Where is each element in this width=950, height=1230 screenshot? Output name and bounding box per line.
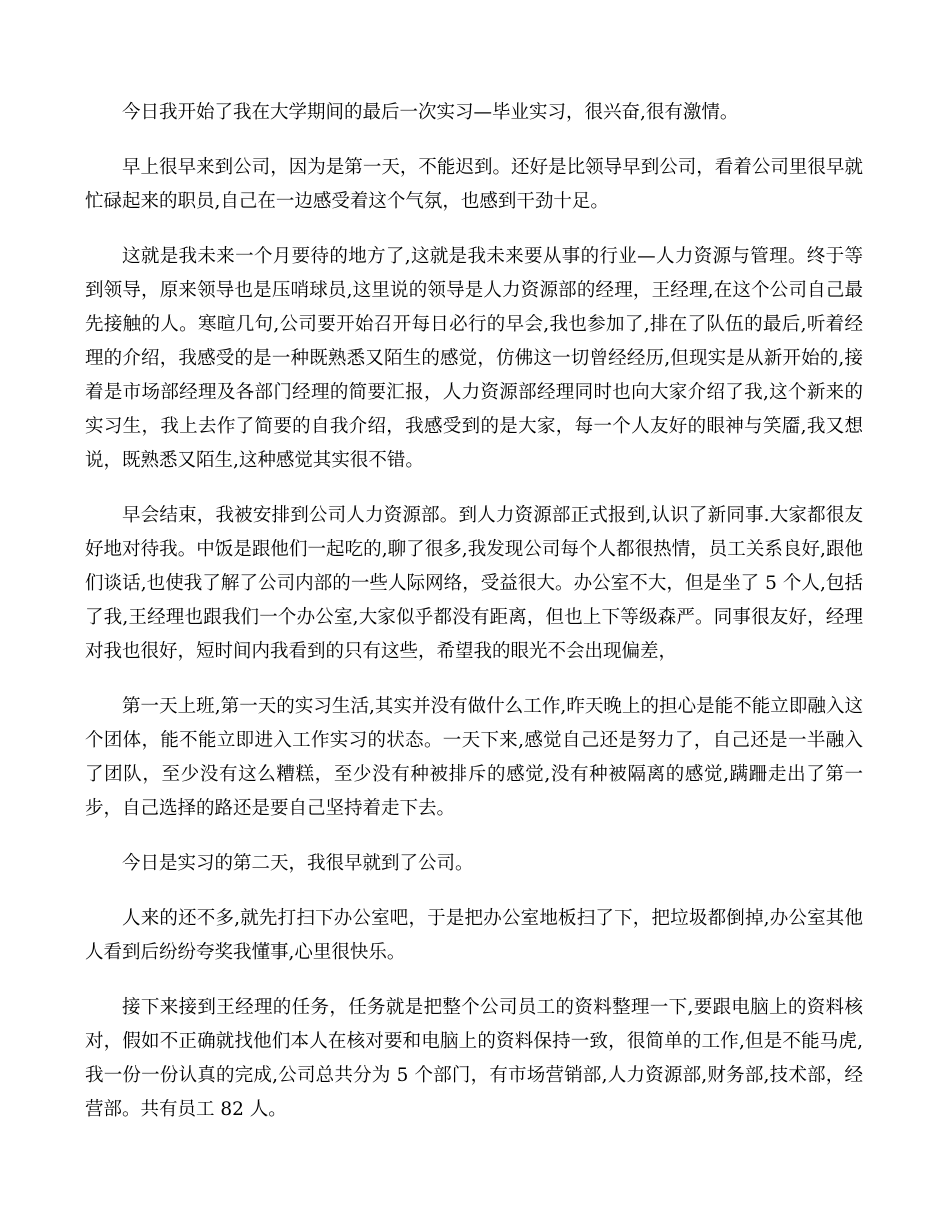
paragraph-1: 今日我开始了我在大学期间的最后一次实习—毕业实习，很兴奋,很有激情。 — [122, 102, 739, 123]
paragraph-3: 这就是我未来一个月要待的地方了,这就是我未来要从事的行业—人力资源与管理。终于等到领导，原来领导也是压哨球员,这里说的领导是人力资源部的经理，王经理,在这个公司自己最先接触的人。寒暄几句,公司要开始召开每日必行的早会,我也参加了,排在了队伍的最后,听着经理的介绍，我感受的是一种既熟悉又陌生的感觉，仿佛这一切曾经经历,但现实是从新开始的,接着是市场部经理及各部门经理的简要汇报，人力资源部经理同时也向大家介绍了我,这个新来的实习生，我上去作了简要的自我介绍，我感受到的是大家，每一个人友好的眼神与笑靥,我又想说，既熟悉又陌生,这种感觉其实很不错。 — [85, 246, 863, 471]
paragraph-4: 早会结束，我被安排到公司人力资源部。到人力资源部正式报到,认识了新同事.大家都很友好地对待我。中饭是跟他们一起吃的,聊了很多,我发现公司每个人都很热情，员工关系良好,跟他们谈话,也使我了解了公司内部的一些人际网络，受益很大。办公室不大，但是坐了 5 个人,包括了我,王经理也跟我们一个办公室,大家似乎都没有距离，但也上下等级森严。同事很友好，经理对我也很好，短时间内我看到的只有这些，希望我的眼光不会出现偏差， — [85, 505, 863, 662]
paragraph-2: 早上很早来到公司，因为是第一天，不能迟到。还好是比领导早到公司，看着公司里很早就忙碌起来的职员,自己在一边感受着这个气氛，也感到干劲十足。 — [85, 157, 863, 212]
paragraph-8: 接下来接到王经理的任务，任务就是把整个公司员工的资料整理一下,要跟电脑上的资料核对，假如不正确就找他们本人在核对要和电脑上的资料保持一致，很简单的工作,但是不能马虎,我一份一份认真的完成,公司总共分为 5 个部门，有市场营销部,人力资源部,财务部,技术部，经营部。共有员工 82 人。 — [85, 997, 863, 1120]
paragraph-5: 第一天上班,第一天的实习生活,其实并没有做什么工作,昨天晚上的担心是能不能立即融入这个团体，能不能立即进入工作实习的状态。一天下来,感觉自己还是努力了，自己还是一半融入了团队，至少没有这么糟糕，至少没有种被排斥的感觉,没有种被隔离的感觉,蹒跚走出了第一步，自己选择的路还是要自己坚持着走下去。 — [85, 696, 863, 819]
paragraph-6: 今日是实习的第二天，我很早就到了公司。 — [122, 853, 474, 874]
paragraph-7: 人来的还不多,就先打扫下办公室吧，于是把办公室地板扫了下，把垃圾都倒掉,办公室其他人看到后纷纷夸奖我懂事,心里很快乐。 — [85, 908, 863, 963]
document-body — [85, 96, 863, 1148]
